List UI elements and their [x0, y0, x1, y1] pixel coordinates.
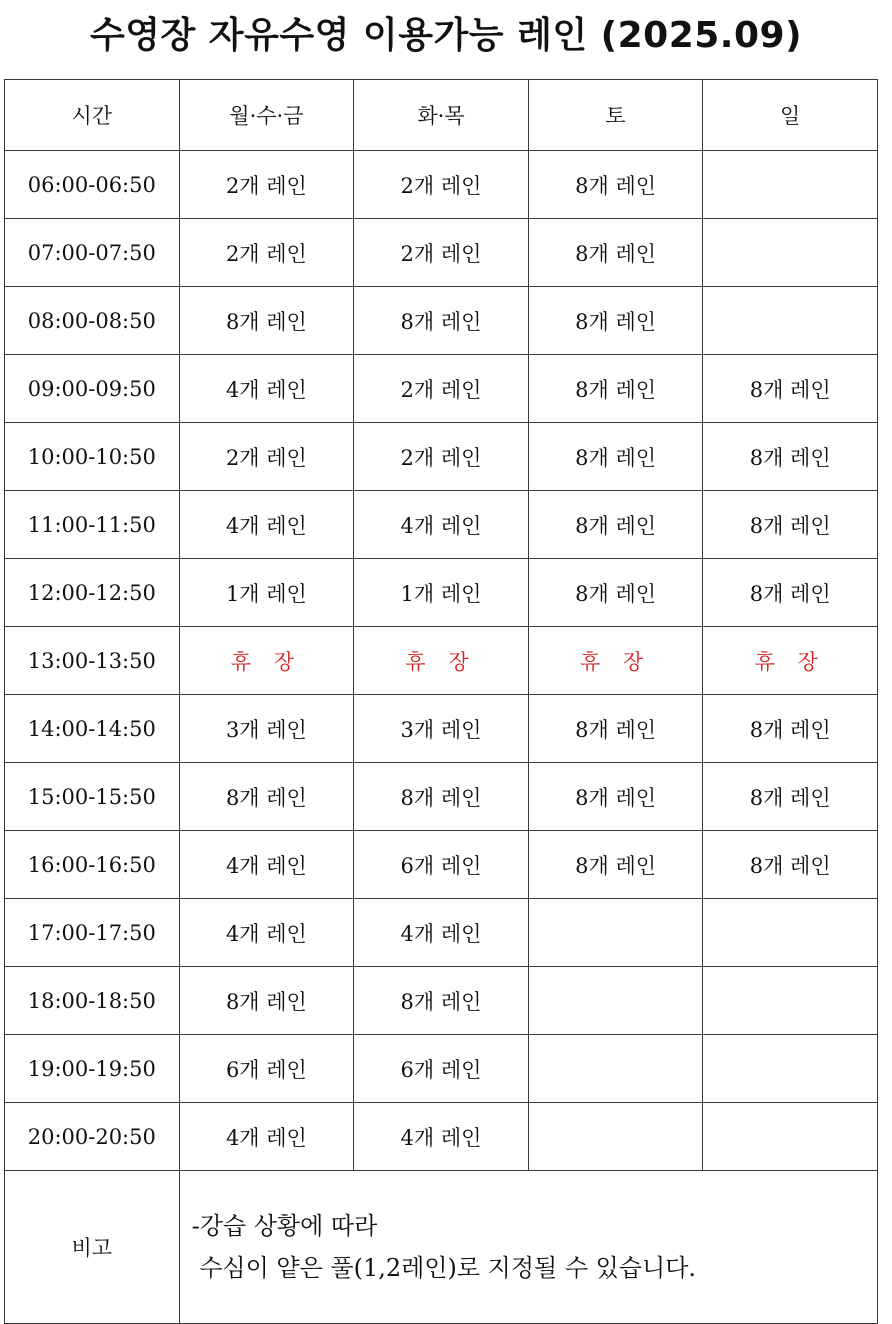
header-tue-thu: 화·목 — [354, 80, 529, 151]
sunday-cell — [703, 1035, 878, 1103]
mon-wed-fri-cell: 6개 레인 — [179, 1035, 354, 1103]
table-row — [5, 287, 878, 355]
table-row — [5, 899, 878, 967]
mon-wed-fri-cell: 4개 레인 — [179, 355, 354, 423]
time-cell: 08:00-08:50 — [5, 287, 180, 355]
header-mon-wed-fri: 월·수·금 — [179, 80, 354, 151]
note-line-1: -강습 상황에 따라 — [191, 1212, 378, 1240]
time-cell: 17:00-17:50 — [5, 899, 180, 967]
saturday-cell: 8개 레인 — [528, 287, 703, 355]
table-row — [5, 151, 878, 219]
table-row — [5, 355, 878, 423]
tue-thu-cell: 휴 장 — [354, 627, 529, 695]
mon-wed-fri-cell: 4개 레인 — [179, 899, 354, 967]
saturday-cell: 8개 레인 — [528, 695, 703, 763]
time-cell: 13:00-13:50 — [5, 627, 180, 695]
saturday-cell — [528, 1103, 703, 1171]
saturday-cell: 8개 레인 — [528, 219, 703, 287]
mon-wed-fri-cell: 3개 레인 — [179, 695, 354, 763]
time-cell: 11:00-11:50 — [5, 491, 180, 559]
tue-thu-cell: 8개 레인 — [354, 287, 529, 355]
note-row — [5, 1171, 878, 1324]
header-time: 시간 — [5, 80, 180, 151]
time-cell: 14:00-14:50 — [5, 695, 180, 763]
saturday-cell: 8개 레인 — [528, 423, 703, 491]
tue-thu-cell: 2개 레인 — [354, 151, 529, 219]
sunday-cell: 8개 레인 — [703, 423, 878, 491]
mon-wed-fri-cell: 8개 레인 — [179, 287, 354, 355]
tue-thu-cell: 8개 레인 — [354, 967, 529, 1035]
tue-thu-cell: 1개 레인 — [354, 559, 529, 627]
table-row — [5, 423, 878, 491]
sunday-cell — [703, 899, 878, 967]
mon-wed-fri-cell: 2개 레인 — [179, 423, 354, 491]
tue-thu-cell: 4개 레인 — [354, 899, 529, 967]
mon-wed-fri-cell: 4개 레인 — [179, 831, 354, 899]
mon-wed-fri-cell: 휴 장 — [179, 627, 354, 695]
tue-thu-cell: 3개 레인 — [354, 695, 529, 763]
note-label: 비고 — [5, 1171, 180, 1324]
saturday-cell — [528, 1035, 703, 1103]
header-sunday: 일 — [703, 80, 878, 151]
page-title: 수영장 자유수영 이용가능 레인 (2025.09) — [89, 15, 803, 56]
time-cell: 15:00-15:50 — [5, 763, 180, 831]
table-row — [5, 967, 878, 1035]
saturday-cell: 8개 레인 — [528, 151, 703, 219]
time-cell: 10:00-10:50 — [5, 423, 180, 491]
table-row — [5, 559, 878, 627]
time-cell: 12:00-12:50 — [5, 559, 180, 627]
mon-wed-fri-cell: 2개 레인 — [179, 151, 354, 219]
tue-thu-cell: 2개 레인 — [354, 423, 529, 491]
saturday-cell: 8개 레인 — [528, 763, 703, 831]
lane-schedule-table — [4, 79, 878, 1324]
tue-thu-cell: 6개 레인 — [354, 1035, 529, 1103]
sunday-cell: 8개 레인 — [703, 491, 878, 559]
mon-wed-fri-cell: 8개 레인 — [179, 967, 354, 1035]
table-row — [5, 831, 878, 899]
tue-thu-cell: 2개 레인 — [354, 355, 529, 423]
note-line-2: 수심이 얕은 풀(1,2레인)로 지정될 수 있습니다. — [191, 1254, 697, 1282]
mon-wed-fri-cell: 2개 레인 — [179, 219, 354, 287]
sunday-cell — [703, 967, 878, 1035]
sunday-cell — [703, 287, 878, 355]
table-header-row — [5, 80, 878, 151]
saturday-cell — [528, 967, 703, 1035]
mon-wed-fri-cell: 4개 레인 — [179, 1103, 354, 1171]
time-cell: 19:00-19:50 — [5, 1035, 180, 1103]
tue-thu-cell: 4개 레인 — [354, 1103, 529, 1171]
mon-wed-fri-cell: 4개 레인 — [179, 491, 354, 559]
saturday-cell: 8개 레인 — [528, 491, 703, 559]
time-cell: 16:00-16:50 — [5, 831, 180, 899]
mon-wed-fri-cell: 1개 레인 — [179, 559, 354, 627]
sunday-cell: 8개 레인 — [703, 695, 878, 763]
saturday-cell: 휴 장 — [528, 627, 703, 695]
sunday-cell — [703, 219, 878, 287]
header-saturday: 토 — [528, 80, 703, 151]
sunday-cell: 8개 레인 — [703, 355, 878, 423]
mon-wed-fri-cell: 8개 레인 — [179, 763, 354, 831]
table-row — [5, 219, 878, 287]
saturday-cell — [528, 899, 703, 967]
time-cell: 07:00-07:50 — [5, 219, 180, 287]
time-cell: 09:00-09:50 — [5, 355, 180, 423]
tue-thu-cell: 4개 레인 — [354, 491, 529, 559]
sunday-cell — [703, 151, 878, 219]
time-cell: 18:00-18:50 — [5, 967, 180, 1035]
table-row — [5, 1035, 878, 1103]
tue-thu-cell: 8개 레인 — [354, 763, 529, 831]
sunday-cell: 8개 레인 — [703, 763, 878, 831]
sunday-cell: 휴 장 — [703, 627, 878, 695]
time-cell: 06:00-06:50 — [5, 151, 180, 219]
sunday-cell: 8개 레인 — [703, 831, 878, 899]
tue-thu-cell: 2개 레인 — [354, 219, 529, 287]
note-text — [179, 1171, 877, 1324]
table-row — [5, 1103, 878, 1171]
tue-thu-cell: 6개 레인 — [354, 831, 529, 899]
table-row — [5, 627, 878, 695]
saturday-cell: 8개 레인 — [528, 355, 703, 423]
saturday-cell: 8개 레인 — [528, 559, 703, 627]
saturday-cell: 8개 레인 — [528, 831, 703, 899]
table-row — [5, 491, 878, 559]
time-cell: 20:00-20:50 — [5, 1103, 180, 1171]
sunday-cell — [703, 1103, 878, 1171]
schedule-body — [5, 151, 878, 1171]
table-row — [5, 763, 878, 831]
table-row — [5, 695, 878, 763]
sunday-cell: 8개 레인 — [703, 559, 878, 627]
